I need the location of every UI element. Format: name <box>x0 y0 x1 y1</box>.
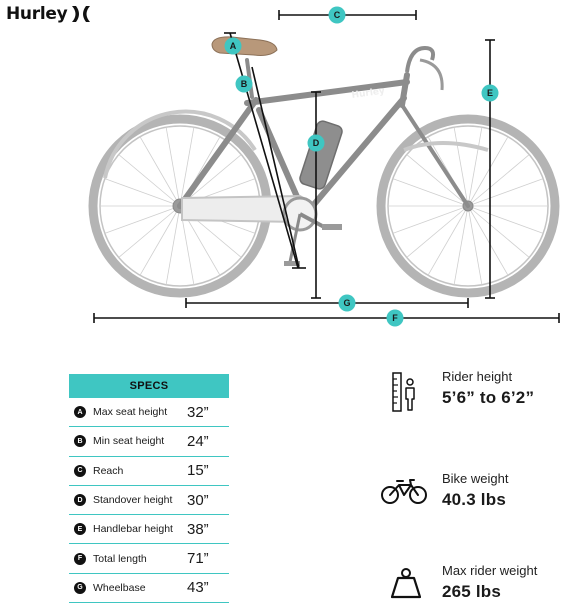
max-rider-weight-stat <box>442 563 537 602</box>
spec-letter-badge: E <box>74 523 86 535</box>
specs-title: SPECS <box>69 374 229 398</box>
frame-brand-label: Hurley <box>351 86 386 101</box>
spec-letter-badge: A <box>74 406 86 418</box>
marker-f <box>387 310 404 327</box>
spec-row <box>69 457 229 486</box>
spec-label: Reach <box>93 464 124 477</box>
spec-label: Handlebar height <box>93 523 173 536</box>
spec-row <box>69 398 229 427</box>
marker-c <box>329 7 346 24</box>
marker-e-label: E <box>486 88 494 99</box>
spec-letter-badge: C <box>74 465 86 477</box>
spec-label: Total length <box>93 552 147 565</box>
spec-value: 30” <box>187 491 209 509</box>
spec-label: Wheelbase <box>93 581 146 594</box>
marker-a-label: A <box>229 41 237 52</box>
spec-value: 71” <box>187 550 209 568</box>
spec-label: Max seat height <box>93 406 168 419</box>
marker-b-label: B <box>240 79 248 90</box>
spec-row <box>69 427 229 456</box>
spec-letter-badge: B <box>74 435 86 447</box>
brand-name: Hurley <box>6 4 68 24</box>
spec-value: 38” <box>187 520 209 538</box>
specs-table <box>69 374 229 603</box>
spec-value: 24” <box>187 432 209 450</box>
spec-row <box>69 544 229 573</box>
spec-value: 43” <box>187 579 209 597</box>
max-rider-weight-value: 265 lbs <box>442 582 502 601</box>
rider-height-label: Rider height <box>442 369 513 384</box>
rider-height-stat <box>442 369 534 408</box>
bike-weight-stat <box>442 471 508 510</box>
rider-height-value: 5’6” to 6’2” <box>442 388 535 407</box>
spec-value: 15” <box>187 462 209 480</box>
ruler-person-icon <box>392 372 418 412</box>
marker-g-label: G <box>343 298 351 309</box>
bike-weight-label: Bike weight <box>442 471 509 486</box>
spec-row <box>69 574 229 603</box>
spec-row <box>69 515 229 544</box>
spec-letter-badge: D <box>74 494 86 506</box>
spec-letter-badge: G <box>74 582 86 594</box>
marker-g <box>339 295 356 312</box>
bicycle-icon <box>381 477 427 505</box>
marker-d-label: D <box>312 138 320 149</box>
bike-weight-value: 40.3 lbs <box>442 490 506 509</box>
spec-letter-badge: F <box>74 553 86 565</box>
spec-value: 32” <box>187 403 209 421</box>
max-rider-weight-label: Max rider weight <box>442 563 538 578</box>
spec-label: Min seat height <box>93 435 165 448</box>
weight-icon <box>391 567 421 599</box>
marker-b <box>236 76 253 93</box>
spec-label: Standover height <box>93 494 173 507</box>
marker-d <box>308 135 325 152</box>
marker-c-label: C <box>333 10 341 21</box>
bicycle-image <box>93 37 555 293</box>
marker-e <box>482 85 499 102</box>
marker-a <box>225 38 242 55</box>
marker-f-label: F <box>392 313 398 324</box>
spec-row <box>69 486 229 515</box>
